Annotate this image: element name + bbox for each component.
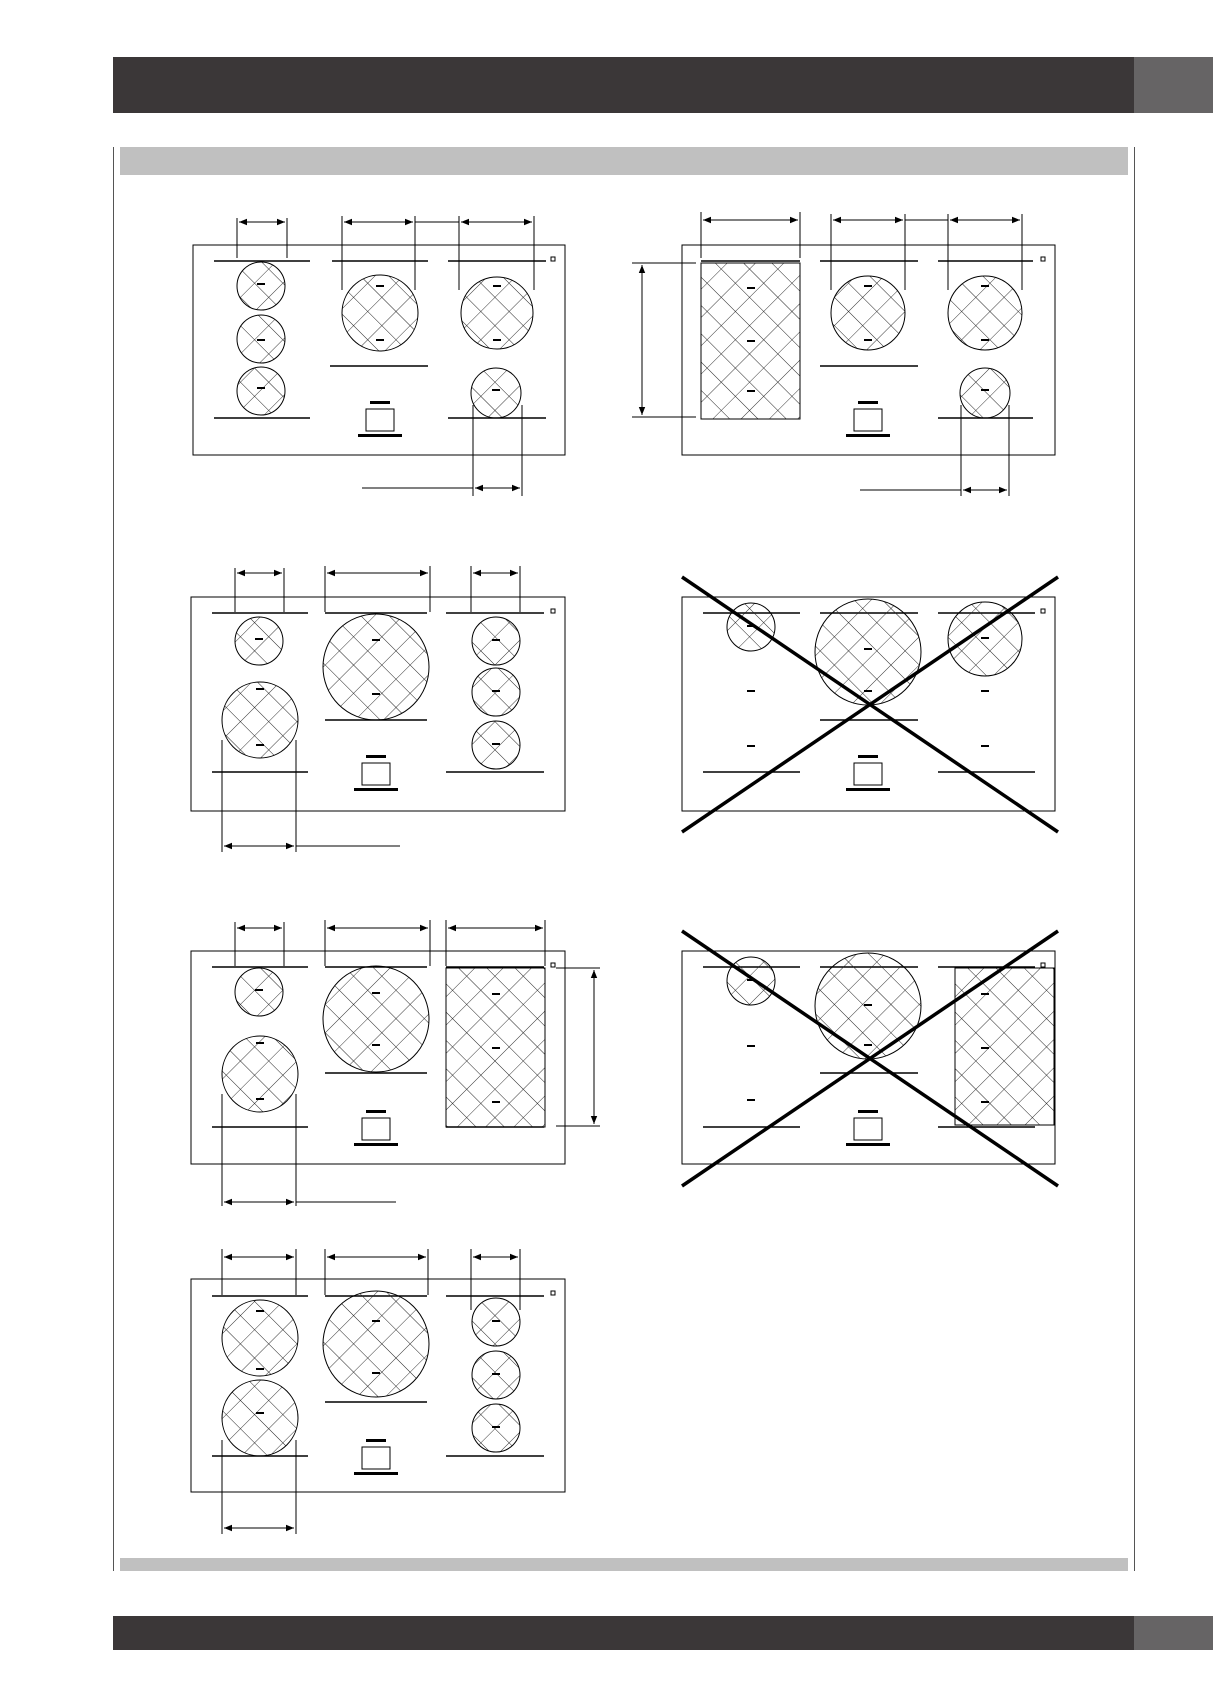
control-panel-box [362,1447,390,1469]
zone-marker [492,1320,500,1322]
zone-marker [981,285,989,287]
zone-marker [493,339,501,341]
cooking-zone-circle [960,368,1010,418]
zone-marker [981,1047,989,1049]
cooking-zone-circle [235,617,283,665]
zone-marker [255,638,263,640]
zone-marker [747,287,755,289]
control-panel-box [854,409,882,431]
corner-indicator [1041,609,1045,613]
zone-marker [864,1004,872,1006]
zone-marker [492,1373,500,1375]
zone-marker [256,1042,264,1044]
zone-marker [257,387,265,389]
bottom-footer-band [113,1616,1213,1650]
zone-marker [747,745,755,747]
cooking-zone-circle [237,262,285,310]
zone-marker [492,1047,500,1049]
diagram-layout-5 [191,920,600,1206]
control-panel-bar [358,434,402,437]
zone-marker [492,690,500,692]
cooking-zone-circle [222,682,298,758]
control-label-mark [858,1110,878,1113]
control-panel-box [366,409,394,431]
zone-marker [376,339,384,341]
corner-indicator [1041,257,1045,261]
cooking-zone-circle [323,614,429,720]
control-label-mark [858,755,878,758]
cooking-zone-circle [815,599,921,705]
diagram-layout-7 [191,1249,565,1534]
control-panel-box [362,763,390,785]
zone-marker [981,637,989,639]
zone-marker [492,993,500,995]
cooking-zone-circle [237,367,285,415]
bottom-footer-tab [1134,1616,1213,1650]
zone-marker [747,1099,755,1101]
zone-marker [372,1044,380,1046]
corner-indicator [551,257,555,261]
control-label-mark [366,1110,386,1113]
zone-marker [493,285,501,287]
zone-marker [747,340,755,342]
zone-marker [492,743,500,745]
zone-marker [492,1426,500,1428]
control-label-mark [370,401,390,404]
zone-marker [981,339,989,341]
zone-marker [864,339,872,341]
zone-marker [256,688,264,690]
control-label-mark [366,755,386,758]
zone-marker [747,1045,755,1047]
zone-marker [256,1098,264,1100]
zone-marker [256,1412,264,1414]
cooking-zone-circle [948,276,1022,350]
cooking-zone-circle [323,966,429,1072]
diagram-layout-3 [191,566,565,852]
zone-marker [256,744,264,746]
control-panel-bar [846,434,890,437]
zone-marker [864,1044,872,1046]
diagram-layout-1 [193,216,565,496]
zone-marker [747,690,755,692]
corner-indicator [1041,963,1045,967]
zone-marker [864,690,872,692]
zone-marker [257,283,265,285]
zone-marker [376,285,384,287]
cooking-zone-circle [222,1380,298,1456]
cooking-zone-circle [831,276,905,350]
zone-marker [747,390,755,392]
diagram-layout-4 [682,577,1058,832]
zone-marker [864,285,872,287]
control-panel-box [854,763,882,785]
diagram-layout-2 [632,212,1055,496]
control-panel-bar [354,1143,398,1146]
cooking-zone-circle [461,277,533,349]
zone-marker [372,1372,380,1374]
zone-marker [372,639,380,641]
control-label-mark [858,401,878,404]
zone-marker [257,339,265,341]
zone-marker [372,992,380,994]
control-panel-box [362,1118,390,1140]
zone-marker [981,1101,989,1103]
diagram-layout-6 [682,931,1058,1186]
control-panel-box [854,1118,882,1140]
zone-marker [492,639,500,641]
zone-marker [981,993,989,995]
corner-indicator [551,1291,555,1295]
zone-marker [492,389,500,391]
zone-marker [864,648,872,650]
corner-indicator [551,963,555,967]
zone-marker [255,989,263,991]
zone-marker [256,1310,264,1312]
zone-marker [372,1320,380,1322]
control-panel-bar [846,1143,890,1146]
zone-marker [256,1368,264,1370]
control-label-mark [366,1439,386,1442]
zone-marker [981,745,989,747]
zone-marker [372,693,380,695]
zone-marker [981,690,989,692]
cooking-zone-circle [222,1036,298,1112]
control-panel-bar [354,788,398,791]
cooking-zone-circle [323,1291,429,1397]
cooking-zone-circle [235,968,283,1016]
cooking-zone-circle [471,368,521,418]
control-panel-bar [354,1472,398,1475]
zone-marker [492,1101,500,1103]
control-panel-bar [846,788,890,791]
corner-indicator [551,609,555,613]
zone-marker [981,389,989,391]
